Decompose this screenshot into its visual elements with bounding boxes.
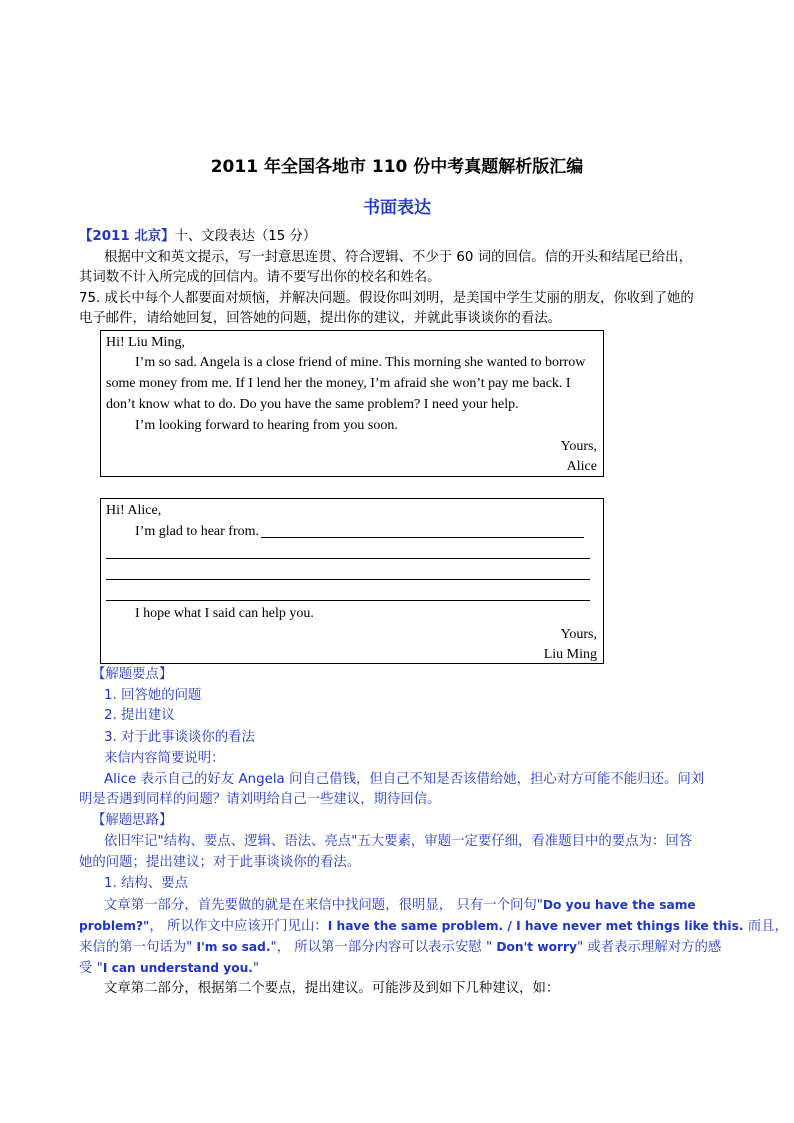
english-quote: problem?" bbox=[79, 919, 150, 933]
text-span: 而且， bbox=[743, 919, 788, 934]
question-section: 十、文段表达（15 分） bbox=[174, 229, 317, 244]
english-quote: I'm so sad. bbox=[192, 940, 271, 954]
english-quote: Do you have the same bbox=[542, 898, 696, 912]
paragraph-2-line-1: 文章第二部分，根据第二个要点，提出建议。可能涉及到如下几种建议，如： bbox=[104, 981, 560, 996]
document-title: 2011 年全国各地市 110 份中考真题解析版汇编 bbox=[210, 157, 584, 177]
paragraph-1-line-2 bbox=[79, 916, 788, 937]
text-span: " bbox=[252, 961, 260, 976]
paragraph-1-line-3 bbox=[79, 937, 721, 958]
structure-heading: 1. 结构、要点 bbox=[104, 876, 188, 891]
instruction-line-1: 根据中文和英文提示，写一封意思连贯、符合逻辑、不少于 60 词的回信。信的开头和结尾已给出， bbox=[104, 250, 692, 265]
point-item-3: 3. 对于此事谈谈你的看法 bbox=[104, 730, 255, 745]
letter1-line-2: some money from me. If I lend her the money, I’m afraid she won’t pay me back. I bbox=[106, 376, 571, 391]
summary-line-1: Alice 表示自己的好友 Angela 问自己借钱，但自己不知是否该借给她，担心对方可能不能归还。问刘 bbox=[104, 772, 705, 787]
text-span: 来信的第一句话为" bbox=[79, 940, 193, 955]
points-heading: 【解题要点】 bbox=[92, 667, 173, 682]
question-source: 【2011 北京】 bbox=[79, 229, 175, 244]
text-span: ， 所以作文中应该开门见山： bbox=[149, 919, 328, 934]
letter2-line-2: I hope what I said can help you. bbox=[135, 606, 314, 621]
letter2-line-1: I’m glad to hear from. bbox=[135, 524, 260, 539]
text-span: "， 所以第一部分内容可以表示安慰 " bbox=[270, 940, 493, 955]
reply-letter-box bbox=[100, 498, 604, 664]
instruction-line-2: 其词数不计入所完成的回信内。请不要写出你的校名和姓名。 bbox=[79, 270, 441, 285]
summary-heading: 来信内容简要说明： bbox=[104, 751, 225, 766]
text-span: " 或者表示理解对方的感 bbox=[576, 940, 722, 955]
letter1-greeting: Hi! Liu Ming, bbox=[106, 335, 185, 350]
letter2-greeting: Hi! Alice, bbox=[106, 503, 162, 518]
letter2-closing: Yours, bbox=[560, 627, 597, 642]
point-item-2: 2. 提出建议 bbox=[104, 708, 175, 723]
letter1-line-1: I’m so sad. Angela is a close friend of mine. This morning she wanted to borrow bbox=[135, 355, 586, 370]
thinking-line-1: 依旧牢记"结构、要点、逻辑、语法、亮点"五大要素，审题一定要仔细，看准题目中的要点为：回答 bbox=[104, 834, 693, 849]
text-span: 受 " bbox=[79, 961, 103, 976]
letter1-line-4: I’m looking forward to hearing from you soon. bbox=[135, 418, 398, 433]
letter2-signature: Liu Ming bbox=[543, 647, 597, 662]
text-span: 文章第一部分，首先要做的就是在来信中找问题，很明显， 只有一个问句" bbox=[104, 898, 543, 913]
answer-line-2[interactable] bbox=[106, 558, 590, 559]
summary-line-2: 明是否遇到同样的问题？请刘明给自己一些建议，期待回信。 bbox=[79, 792, 441, 807]
thinking-line-2: 她的问题；提出建议；对于此事谈谈你的看法。 bbox=[79, 855, 361, 870]
letter1-signature: Alice bbox=[566, 459, 597, 474]
english-quote: Don't worry bbox=[492, 940, 577, 954]
question-75-line-1: 75. 成长中每个人都要面对烦恼，并解决问题。假设你叫刘明，是美国中学生艾丽的朋友，你收到了她的 bbox=[79, 291, 694, 306]
question-header bbox=[79, 227, 316, 247]
paragraph-1-line-1 bbox=[104, 895, 696, 916]
incoming-letter-box bbox=[100, 330, 604, 477]
section-title: 书面表达 bbox=[363, 198, 431, 218]
english-quote: I have the same problem. / I have never met things like this. bbox=[327, 919, 744, 933]
answer-line-3[interactable] bbox=[106, 579, 590, 580]
answer-line-4[interactable] bbox=[106, 600, 590, 601]
english-quote: I can understand you. bbox=[102, 961, 253, 975]
answer-line-1[interactable] bbox=[261, 537, 584, 538]
letter1-closing: Yours, bbox=[560, 439, 597, 454]
question-75-line-2: 电子邮件，请给她回复，回答她的问题，提出你的建议，并就此事谈谈你的看法。 bbox=[79, 311, 562, 326]
point-item-1: 1. 回答她的问题 bbox=[104, 688, 202, 703]
letter1-line-3: don’t know what to do. Do you have the same problem? I need your help. bbox=[106, 397, 519, 412]
paragraph-1-line-4 bbox=[79, 958, 259, 979]
thinking-heading: 【解题思路】 bbox=[92, 813, 173, 828]
